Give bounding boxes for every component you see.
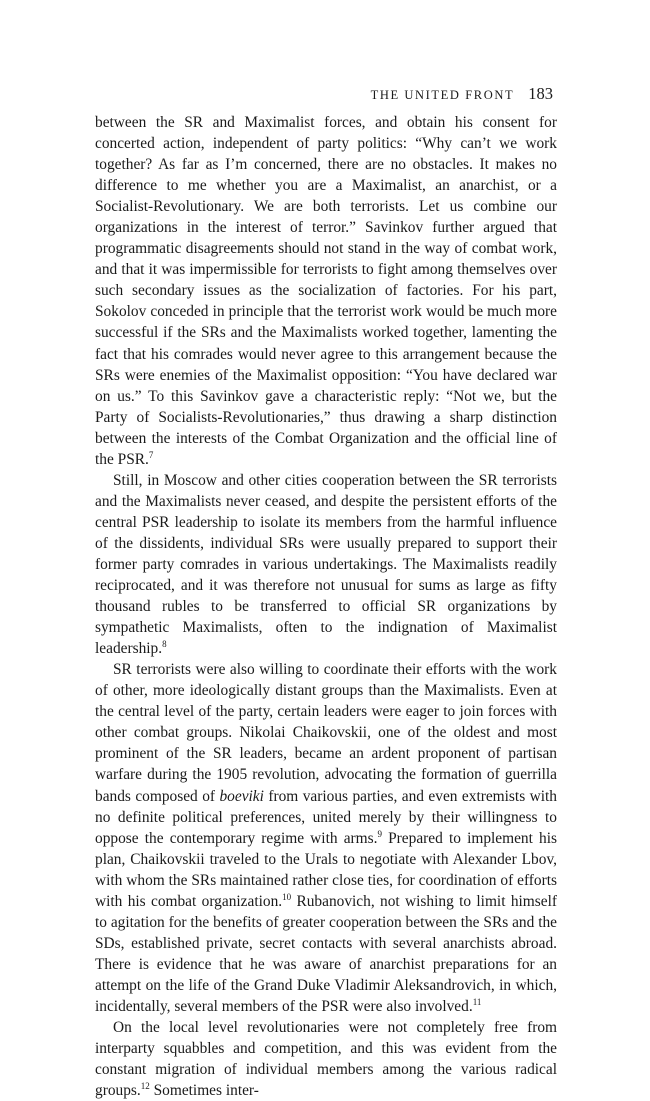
paragraph-text: Rubanovich, not wishing to limit himself to agitation for the benefits of greater cooperation between the SRs and the SDs, established private, secret contacts with several anarchists abroad. There is evidence that he was aware of anarchist preparations for an attempt on the life of the Grand Duke Vladimir Aleksandrovich, in which, incidentally, several members of the PSR were also involved. [95, 892, 557, 1015]
body-text [95, 112, 557, 1101]
paragraph-text: Prepared to implement his plan, Chaikovskii traveled to the Urals to negotiate with Alexander Lbov, with whom the SRs maintained rather close ties, for coordination of efforts with his combat organization. [95, 829, 558, 910]
footnote-marker: 8 [162, 639, 167, 650]
running-head [371, 86, 553, 103]
footnote-marker: 9 [377, 828, 382, 839]
paragraph-text: SR terrorists were also willing to coordinate their efforts with the work of other, more ideologically distant groups than the Maximalists. Even at the central level of the party, certain leaders were eager to join forces with other combat groups. Nikolai Chaikovskii, one of the oldest and most prominent of the SR leaders, became an ardent proponent of partisan warfare during the 1905 revolution, advocating the formation of guerrilla bands composed of [95, 661, 557, 805]
paragraph-text: from various parties, and even extremists with no definite political preferences, united merely by their willingness to oppose the contemporary regime with arms. [95, 787, 557, 847]
paragraph [95, 1017, 557, 1101]
footnote-marker: 10 [282, 891, 292, 902]
page-number: 183 [528, 84, 553, 103]
footnote-marker: 7 [148, 449, 154, 460]
running-head-title: THE UNITED FRONT [370, 88, 515, 102]
paragraph [95, 112, 557, 470]
footnote-marker: 11 [472, 996, 482, 1007]
paragraph-text: On the local level revolutionaries were not completely free from interparty squabbles and competition, and this was evident from the constant migration of individual members among the various radical groups. [95, 1019, 557, 1100]
italic-term: boeviki [219, 787, 264, 805]
paragraph-text: Still, in Moscow and other cities cooperation between the SR terrorists and the Maximalists never ceased, and despite the persistent efforts of the central PSR leadership to isolate its members from the harmful influence of the dissidents, individual SRs were usually prepared to support their former party comrades in various undertakings. The Maximalists readily reciprocated, and it was therefore not unusual for sums as large as fifty thousand rubles to be transferred to official SR organizations by sympathetic Maximalists, often to the indignation of Maximalist leadership. [95, 471, 557, 658]
paragraph-text: Sometimes inter- [149, 1082, 259, 1100]
paragraph [95, 470, 557, 659]
footnote-marker: 12 [140, 1081, 150, 1092]
paragraph [95, 659, 557, 1017]
paragraph-text: between the SR and Maximalist forces, and obtain his consent for concerted action, independent of party politics: “Why can’t we work together? As far as I’m concerned, there are no obstacles. It makes no difference to me whether you are a Maximalist, an anarchist, or a Socialist-Revolutionary. We are both terrorists. Let us combine our organizations in the interest of terror.” Savinkov further argued that programmatic disagreements should not stand in the way of combat work, and that it was impermissible for terrorists to fight among themselves over such secondary issues as the socialization of factories. For his part, Sokolov conceded in principle that the terrorist work would be much more successful if the SRs and the Maximalists worked together, lamenting the fact that his comrades would never agree to this arrangement because the SRs were enemies of the Maximalist opposition: “You have declared war on us.” To this Savinkov gave a characteristic reply: “Not we, but the Party of Socialists-Revolutionaries,” thus drawing a sharp distinction between the interests of the Combat Organization and the official line of the PSR. [95, 114, 557, 468]
